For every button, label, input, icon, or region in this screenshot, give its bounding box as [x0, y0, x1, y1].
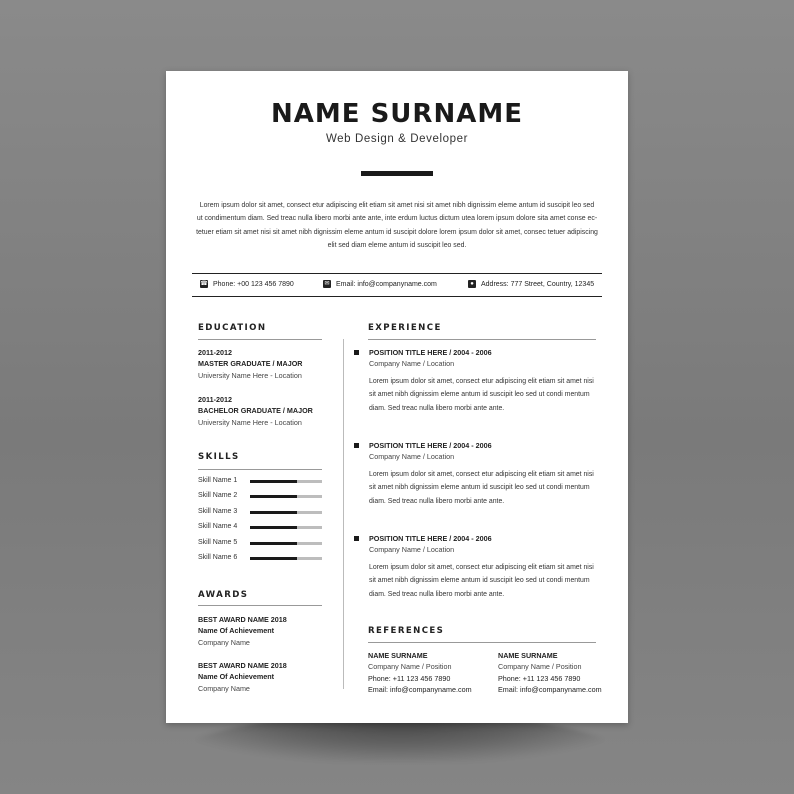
- resume-page: [166, 71, 628, 723]
- education-years: 2011-2012: [198, 348, 232, 357]
- reference-email: Email: info@companyname.com: [498, 684, 602, 694]
- skill-row: [198, 522, 322, 532]
- award-name: BEST AWARD NAME 2018: [198, 615, 287, 624]
- skill-row: [198, 491, 322, 501]
- summary-text: Lorem ipsum dolor sit amet, consect etur adipiscing elit etiam sit amet nisi sit amet nibh dignissim eleme antum id suscipit leo sed ut condimentum diam. Sed treac nulla libero morbi ante ante, inte erdum luctus dictum utea lorem ipsum dolore sita amet conse ec-tetuer etiam sit amet nisi sit amet nibh dignissim eleme antum id suscipit dolore lorem ipsum dolor sit amet, consec tetuer adipiscing elit sed diam eleme antum id suscipit leo sed.: [196, 202, 598, 250]
- job-company: Company Name / Location: [369, 545, 455, 554]
- contact-phone: [200, 280, 294, 288]
- award-name: BEST AWARD NAME 2018: [198, 661, 287, 670]
- square-bullet-icon: [354, 536, 359, 541]
- reference-phone: Phone: +11 123 456 7890: [368, 673, 451, 683]
- awards-title: AWARDS: [198, 590, 249, 600]
- experience-item: [369, 347, 599, 415]
- skill-bar-fill: [250, 511, 297, 514]
- skill-label: Skill Name 3: [198, 508, 238, 515]
- skill-label: Skill Name 6: [198, 554, 238, 561]
- skill-bar: [250, 480, 322, 483]
- references-title: REFERENCES: [368, 626, 445, 636]
- experience-title: EXPERIENCE: [368, 323, 442, 333]
- skill-label: Skill Name 4: [198, 523, 238, 530]
- contact-address: [468, 280, 594, 288]
- skill-bar-fill: [250, 526, 297, 529]
- skill-row: [198, 553, 322, 563]
- reference-company: Company Name / Position: [368, 662, 452, 672]
- contact-top-rule: [192, 273, 602, 274]
- award-company: Company Name: [198, 637, 250, 647]
- education-item: [198, 347, 338, 381]
- square-bullet-icon: [354, 443, 359, 448]
- education-school: University Name Here - Location: [198, 417, 302, 427]
- job-description: Lorem ipsum dolor sit amet, consect etur adipiscing elit etiam sit amet nisi sit amet nibh dignissim eleme antum id suscipit leo sed ut condi mentum diam. Sed treac nulla libero morbi ante ante.: [369, 378, 594, 412]
- awards-rule: [198, 605, 322, 606]
- skills-title: SKILLS: [198, 452, 240, 462]
- education-degree: BACHELOR GRADUATE / MAJOR: [198, 406, 313, 416]
- skill-label: Skill Name 2: [198, 492, 238, 499]
- contact-email: [323, 280, 437, 288]
- skill-bar: [250, 511, 322, 514]
- education-title: EDUCATION: [198, 323, 267, 333]
- square-bullet-icon: [354, 350, 359, 355]
- skill-label: Skill Name 5: [198, 539, 238, 546]
- reference-email: Email: info@companyname.com: [368, 684, 472, 694]
- award-company: Company Name: [198, 683, 250, 693]
- education-item: [198, 394, 338, 428]
- reference-name: NAME SURNAME: [498, 651, 558, 660]
- award-item: [198, 660, 338, 694]
- job-title: POSITION TITLE HERE / 2004 - 2006: [369, 534, 492, 543]
- job-title: POSITION TITLE HERE / 2004 - 2006: [369, 348, 492, 357]
- skill-bar: [250, 557, 322, 560]
- job-company: Company Name / Location: [369, 359, 455, 368]
- reference-company: Company Name / Position: [498, 662, 582, 672]
- education-school: University Name Here - Location: [198, 370, 302, 380]
- title-divider: [361, 171, 433, 176]
- skill-row: [198, 507, 322, 517]
- experience-item: [369, 440, 599, 508]
- skill-label: Skill Name 1: [198, 477, 238, 484]
- award-achievement: Name Of Achievement: [198, 626, 275, 636]
- job-description: Lorem ipsum dolor sit amet, consect etur adipiscing elit etiam sit amet nisi sit amet nibh dignissim eleme antum id suscipit leo sed ut condi mentum diam. Sed treac nulla libero morbi ante ante.: [369, 564, 594, 598]
- job-description: Lorem ipsum dolor sit amet, consect etur adipiscing elit etiam sit amet nisi sit amet nibh dignissim eleme antum id suscipit leo sed ut condi mentum diam. Sed treac nulla libero morbi ante ante.: [369, 471, 594, 505]
- email-icon: ✉: [324, 281, 330, 287]
- resume-name: NAME SURNAME: [271, 99, 523, 129]
- job-title: POSITION TITLE HERE / 2004 - 2006: [369, 441, 492, 450]
- education-degree: MASTER GRADUATE / MAJOR: [198, 359, 303, 369]
- education-years: 2011-2012: [198, 395, 232, 404]
- contact-email-text: Email: info@companyname.com: [336, 280, 437, 288]
- skill-bar-fill: [250, 495, 297, 498]
- column-divider: [343, 339, 344, 689]
- reference-item: [368, 650, 493, 695]
- skill-bar-fill: [250, 480, 297, 483]
- phone-icon: ☎: [200, 281, 208, 287]
- contact-bottom-rule: [192, 296, 602, 297]
- resume-role: Web Design & Developer: [325, 133, 469, 145]
- award-item: [198, 614, 338, 648]
- location-icon: ●: [468, 280, 476, 288]
- reference-name: NAME SURNAME: [368, 651, 428, 660]
- reference-phone: Phone: +11 123 456 7890: [498, 673, 581, 683]
- experience-rule: [368, 339, 596, 340]
- reference-item: [498, 650, 623, 695]
- skill-bar: [250, 526, 322, 529]
- skill-row: [198, 538, 322, 548]
- skill-bar: [250, 542, 322, 545]
- skill-bar: [250, 495, 322, 498]
- contact-address-text: Address: 777 Street, Country, 12345: [481, 280, 595, 288]
- education-rule: [198, 339, 322, 340]
- skills-rule: [198, 469, 322, 470]
- references-rule: [368, 642, 596, 643]
- experience-item: [369, 533, 599, 601]
- job-company: Company Name / Location: [369, 452, 455, 461]
- skill-bar-fill: [250, 542, 297, 545]
- award-achievement: Name Of Achievement: [198, 672, 275, 682]
- skill-row: [198, 476, 322, 486]
- skill-bar-fill: [250, 557, 297, 560]
- contact-phone-text: Phone: +00 123 456 7890: [213, 280, 294, 288]
